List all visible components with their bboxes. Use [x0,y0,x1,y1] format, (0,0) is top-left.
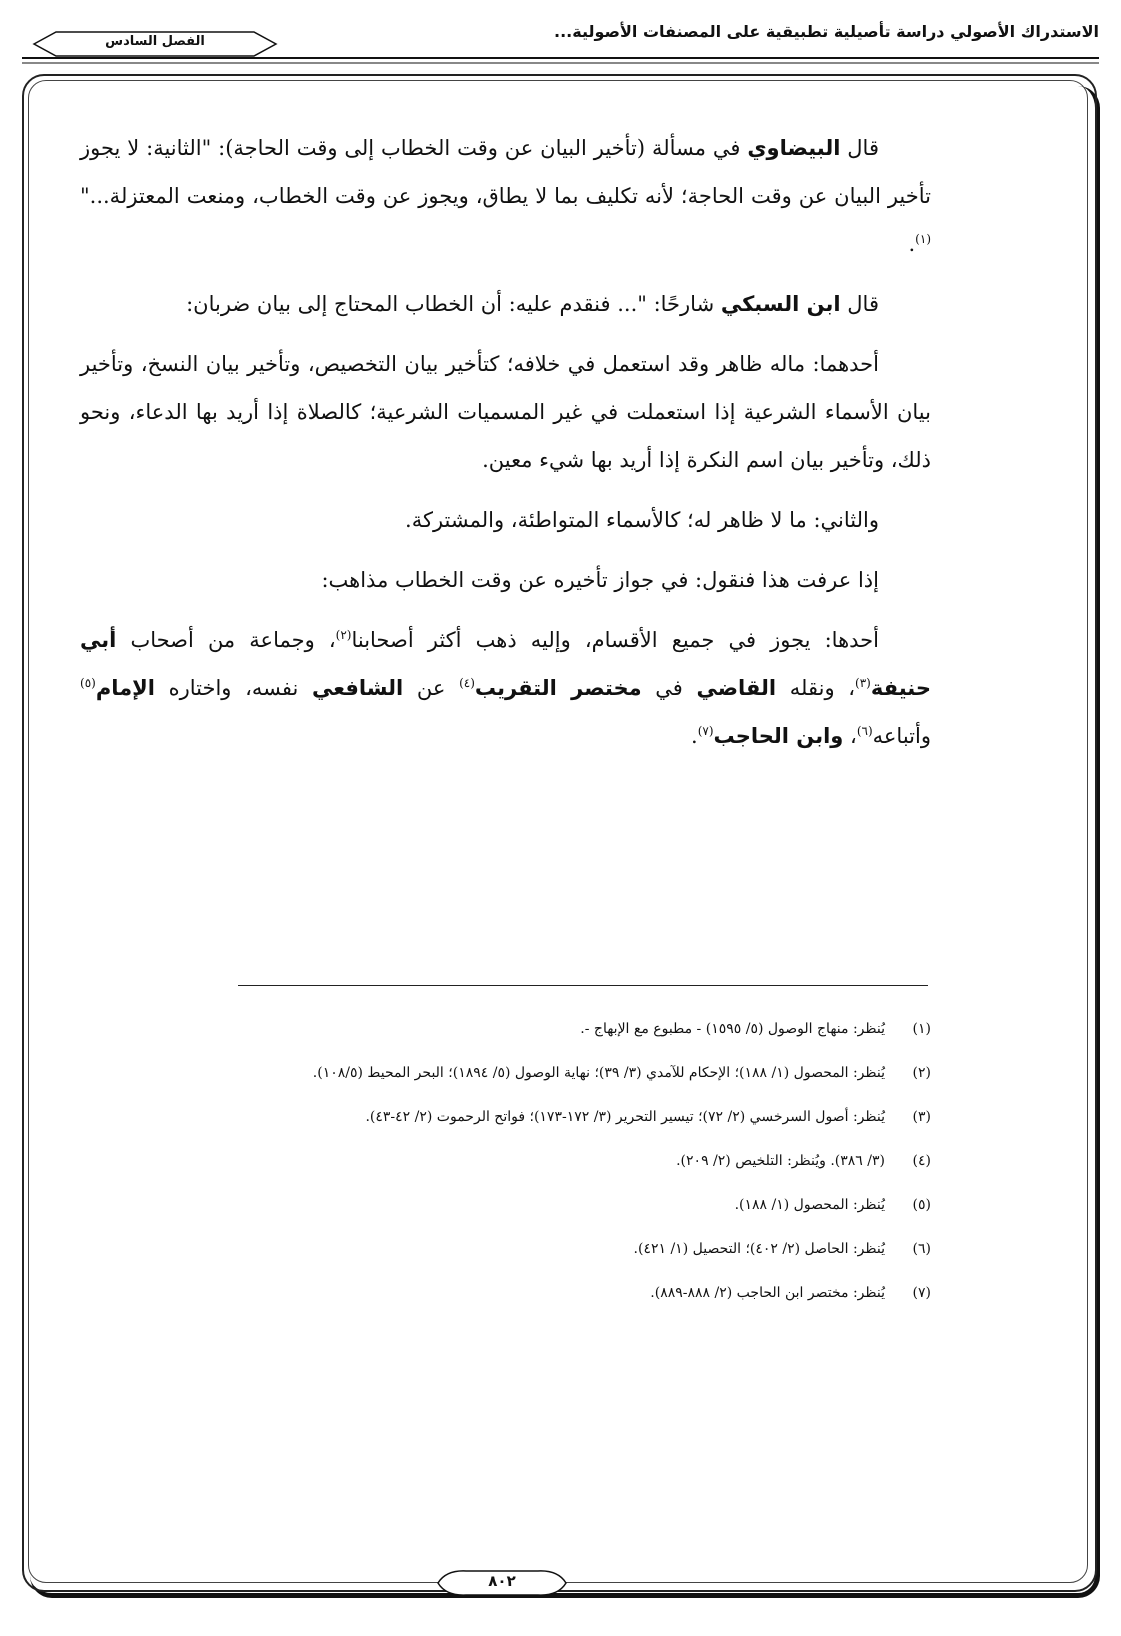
footnote-text: يُنظر: المحصول (١/ ١٨٨). [734,1197,885,1213]
book-mukhtasar-taqrib: مختصر التقريب [474,676,642,700]
paragraph-6 [80,616,931,760]
footnote-number: (٦) [912,1241,931,1257]
name-ibn-hajib: وابن الحاجب [713,724,844,748]
text-run: قال [840,292,879,316]
text-run: . [908,232,916,256]
footnote-number: (٢) [912,1065,931,1081]
page-header [0,0,1121,70]
footnote-ref[interactable]: (٧) [697,724,714,738]
text-run: وأتباعه [872,724,931,748]
text-run: أحدها: يجوز في جميع الأقسام، وإليه ذهب أكثر أصحابنا [351,628,879,652]
footnote-1 [80,1010,931,1048]
footnote-number: (٤) [912,1153,931,1169]
page-number: ٨٠٢ [488,1572,516,1590]
footnote-4 [80,1142,931,1180]
paragraph-5: إذا عرفت هذا فنقول: في جواز تأخيره عن وقت الخطاب مذاهب: [321,568,879,592]
name-baydawi: البيضاوي [747,136,841,160]
main-text [80,124,931,772]
paragraph-3: أحدهما: ماله ظاهر وقد استعمل في خلافه؛ كتأخير بيان التخصيص، وتأخير بيان النسخ، وتأخير بيان الأسماء الشرعية إذا استعملت في غير المسميات الشرعية؛ كالصلاة إذا أريد بها الدعاء، ونحو ذلك، وتأخير بيان اسم النكرة إذا أريد بها شيء معين. [80,352,931,472]
text-run: عن [403,676,460,700]
footnote-separator [238,985,928,986]
text-run: قال [840,136,879,160]
name-abu-hanifa: أبي حنيفة [80,628,931,700]
text-run: ، وجماعة من أصحاب [116,628,336,652]
chapter-label: الفصل السادس [105,34,205,49]
text-run: نفسه، واختاره [154,676,313,700]
text-run: . [691,724,698,748]
footnote-text: يُنظر: أصول السرخسي (٢/ ٧٢)؛ تيسير التحرير (٣/ ١٧٢-١٧٣)؛ فواتح الرحموت (٢/ ٤٢-٤٣). [365,1109,885,1125]
name-shafii: الشافعي [312,676,404,700]
name-ibn-subki: ابن السبكي [720,292,841,316]
footnote-number: (٥) [912,1197,931,1213]
page-number-badge [436,1568,568,1598]
paragraph-4: والثاني: ما لا ظاهر له؛ كالأسماء المتواطئة، والمشتركة. [405,508,879,532]
running-title: الاستدراك الأصولي دراسة تأصيلية تطبيقية على المصنفات الأصولية... [554,22,1099,41]
footnote-text: يُنظر: الحاصل (٢/ ٤٠٢)؛ التحصيل (١/ ٤٢١). [633,1241,885,1257]
footnote-ref[interactable]: (٦) [856,724,873,738]
footnote-ref[interactable]: (٢) [335,628,352,642]
footnote-3 [80,1098,931,1136]
footnote-5 [80,1186,931,1224]
footnote-ref[interactable]: (٤) [459,676,475,690]
paragraph-2 [80,280,931,328]
footnote-ref[interactable]: (١) [915,232,931,246]
footnote-6 [80,1230,931,1268]
text-run: في [641,676,697,700]
paragraph-1 [80,124,931,268]
text-run: في مسألة (تأخير البيان عن وقت الخطاب إلى وقت الحاجة): "الثانية: لا يجوز تأخير البيان عن وقت الحاجة؛ لأنه تكليف بما لا يطاق، ويجوز عن وقت الخطاب، ومنعت المعتزلة..." [80,136,931,208]
footnote-text: يُنظر: مختصر ابن الحاجب (٢/ ٨٨٨-٨٨٩). [650,1285,885,1301]
text-run: شارحًا: "... فنقدم عليه: أن الخطاب المحتاج إلى بيان ضربان: [186,292,721,316]
footnote-number: (١) [912,1021,931,1037]
footnote-number: (٣) [912,1109,931,1125]
footnote-2 [80,1054,931,1092]
footnote-ref[interactable]: (٥) [80,676,96,690]
name-imam: الإمام [95,676,155,700]
footnote-number: (٧) [912,1285,931,1301]
text-run: ، ونقله [776,676,856,700]
name-qadi: القاضي [696,676,777,700]
footnote-text: يُنظر: منهاج الوصول (٥/ ١٥٩٥) - مطبوع مع الإبهاج -. [580,1021,885,1037]
header-rule [22,56,1099,66]
footnote-text: يُنظر: المحصول (١/ ١٨٨)؛ الإحكام للآمدي (٣/ ٣٩)؛ نهاية الوصول (٥/ ١٨٩٤)؛ البحر المحيط (١٠٨/٥). [312,1065,885,1081]
footnote-ref[interactable]: (٣) [855,676,871,690]
footnotes [80,1010,931,1318]
text-run: ، [843,724,857,748]
footnote-text: (٣/ ٣٨٦). ويُنظر: التلخيص (٢/ ٢٠٩). [676,1153,885,1169]
footnote-7 [80,1274,931,1312]
